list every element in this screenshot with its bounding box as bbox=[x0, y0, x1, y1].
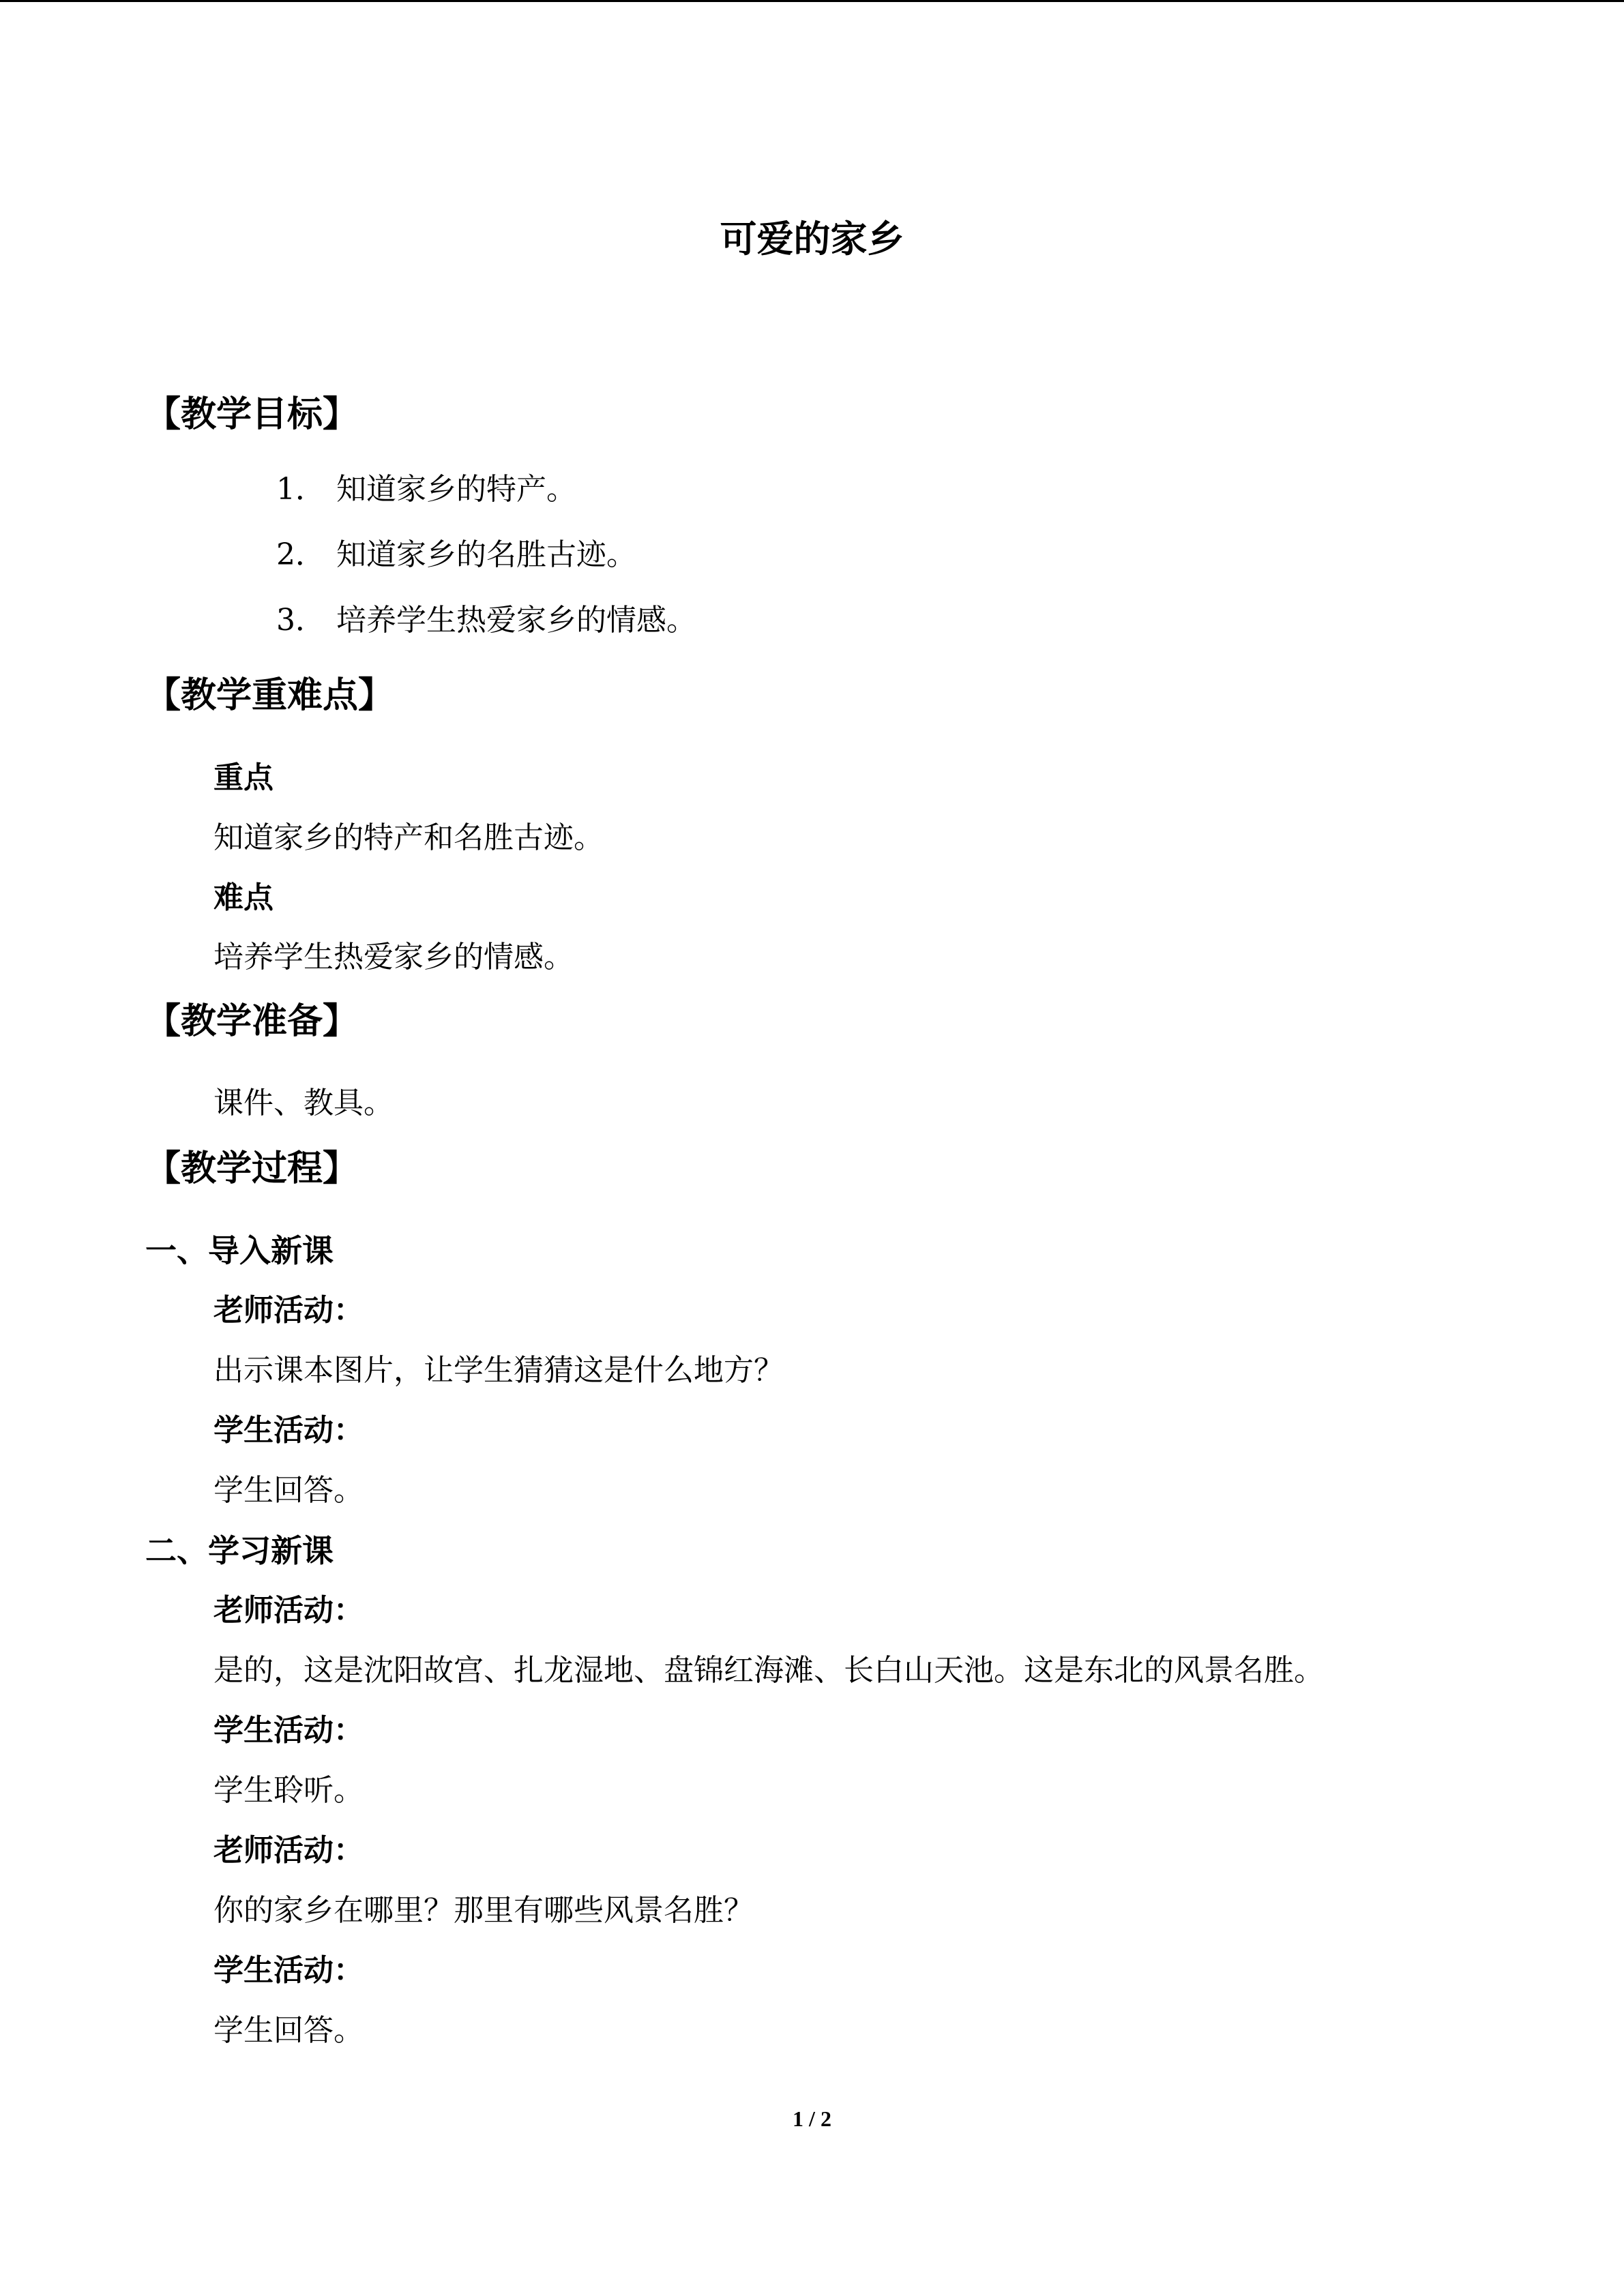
student-activity-text: 学生回答。 bbox=[213, 2013, 364, 2048]
page-title: 可爱的家乡 bbox=[720, 218, 904, 260]
student-activity-text: 学生回答。 bbox=[213, 1473, 364, 1508]
objective-text: 培养学生热爱家乡的情感。 bbox=[336, 603, 696, 638]
section-heading-key-points: 【教学重难点】 bbox=[145, 675, 394, 716]
teacher-activity-label: 老师活动： bbox=[213, 1593, 364, 1628]
objective-item bbox=[276, 468, 576, 511]
teacher-activity-label: 老师活动： bbox=[213, 1293, 364, 1328]
objective-item bbox=[276, 599, 696, 642]
step-heading-new-lesson: 二、学习新课 bbox=[145, 1532, 334, 1569]
student-activity-label: 学生活动： bbox=[213, 1953, 364, 1988]
objective-number: 2． bbox=[276, 537, 325, 572]
student-activity-label: 学生活动： bbox=[213, 1713, 364, 1748]
section-heading-process: 【教学过程】 bbox=[145, 1148, 359, 1189]
teacher-activity-text: 你的家乡在哪里？那里有哪些风景名胜？ bbox=[213, 1893, 754, 1928]
focus-text: 知道家乡的特产和名胜古迹。 bbox=[213, 820, 604, 855]
preparation-text: 课件、教具。 bbox=[213, 1086, 394, 1120]
focus-label: 重点 bbox=[213, 760, 274, 795]
difficulty-label: 难点 bbox=[213, 880, 274, 915]
teacher-activity-label: 老师活动： bbox=[213, 1833, 364, 1868]
section-heading-preparation: 【教学准备】 bbox=[145, 1001, 359, 1042]
student-activity-text: 学生聆听。 bbox=[213, 1773, 364, 1808]
objective-number: 3． bbox=[276, 603, 325, 638]
objective-item bbox=[276, 534, 636, 576]
teacher-activity-text: 是的，这是沈阳故宫、扎龙湿地、盘锦红海滩、长白山天池。这是东北的风景名胜。 bbox=[213, 1653, 1324, 1688]
page-number: 1 / 2 bbox=[793, 2106, 831, 2131]
objective-number: 1． bbox=[276, 472, 325, 507]
section-heading-objectives: 【教学目标】 bbox=[145, 394, 359, 435]
student-activity-label: 学生活动： bbox=[213, 1413, 364, 1448]
objective-text: 知道家乡的名胜古迹。 bbox=[336, 537, 636, 572]
teacher-activity-text: 出示课本图片，让学生猜猜这是什么地方？ bbox=[213, 1353, 784, 1388]
difficulty-text: 培养学生热爱家乡的情感。 bbox=[213, 940, 574, 974]
step-heading-intro: 一、导入新课 bbox=[145, 1232, 334, 1269]
objective-text: 知道家乡的特产。 bbox=[336, 472, 576, 507]
